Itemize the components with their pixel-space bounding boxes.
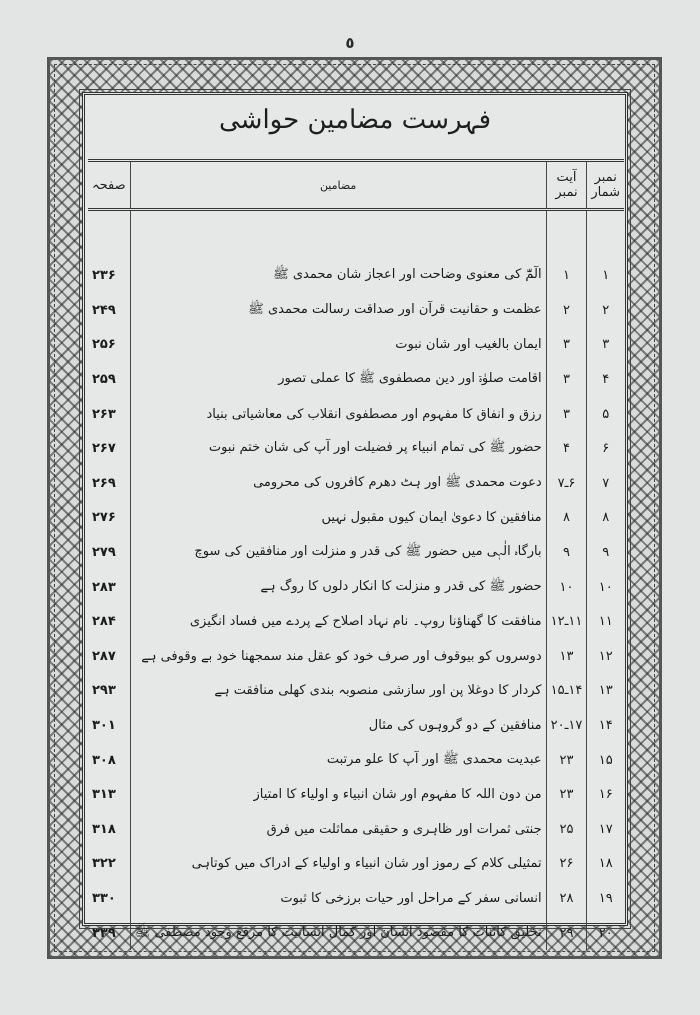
table-row <box>88 847 624 882</box>
serial-number: ۱۴ <box>587 708 624 743</box>
verse-number: ۴ <box>546 431 587 466</box>
verse-number: ۱۷ـ۲۰ <box>546 708 587 743</box>
table-row <box>88 466 624 501</box>
serial-number: ۱ <box>587 259 624 294</box>
table-row <box>88 674 624 709</box>
verse-number: ۲۳ <box>546 743 587 778</box>
topic-title: اقامت صلوٰۃ اور دین مصطفوی ﷺ کا عملی تصور <box>130 362 546 397</box>
table-row <box>88 916 624 951</box>
header-topic: مضامین <box>130 161 546 210</box>
serial-number: ۳ <box>587 328 624 363</box>
verse-number: ۱ <box>546 259 587 294</box>
serial-number: ۱۹ <box>587 881 624 916</box>
table-row <box>88 362 624 397</box>
topic-title: تخلیق کائنات کا مقصود انسان اور کمال انسانیت کا مرقع وجود مصطفی ﷺ <box>130 916 546 951</box>
serial-number: ۱۱ <box>587 604 624 639</box>
table-header-row <box>88 161 624 210</box>
page-ref: ۳۰۸ <box>88 743 130 778</box>
verse-number: ۳ <box>546 328 587 363</box>
page-ref: ۲۶۳ <box>88 397 130 432</box>
table-row <box>88 328 624 363</box>
verse-number: ۲۳ <box>546 777 587 812</box>
page-ref: ۳۰۱ <box>88 708 130 743</box>
table-row <box>88 881 624 916</box>
page-ref: ۲۸۴ <box>88 604 130 639</box>
serial-number: ۲ <box>587 293 624 328</box>
page-ref: ۲۷۹ <box>88 535 130 570</box>
serial-number: ۴ <box>587 362 624 397</box>
page-ref: ۲۳۶ <box>88 259 130 294</box>
table-row <box>88 501 624 536</box>
topic-title: تمثیلی کلام کے رموز اور شان انبیاء و اولیاء کے ادراک میں کوتاہی <box>130 847 546 882</box>
serial-number: ۷ <box>587 466 624 501</box>
verse-number: ۲ <box>546 293 587 328</box>
verse-number: ۱۰ <box>546 570 587 605</box>
topic-title: عبدیت محمدی ﷺ اور آپ کا علو مرتبت <box>130 743 546 778</box>
table-row <box>88 777 624 812</box>
table-row <box>88 535 624 570</box>
verse-number: ۲۸ <box>546 881 587 916</box>
spacer-row <box>88 210 624 259</box>
page-ref: ۲۸۷ <box>88 639 130 674</box>
table-row <box>88 604 624 639</box>
topic-title: انسانی سفر کے مراحل اور حیات برزخی کا ثبوت <box>130 881 546 916</box>
page-ref: ۲۶۹ <box>88 466 130 501</box>
topic-title: کردار کا دوغلا پن اور سازشی منصوبہ بندی کھلی منافقت ہے <box>130 674 546 709</box>
page-ref: ۲۵۹ <box>88 362 130 397</box>
topic-title: جنتی ثمرات اور ظاہری و حقیقی مماثلت میں فرق <box>130 812 546 847</box>
topic-title: دوسروں کو بیوقوف اور صرف خود کو عقل مند سمجھنا خود بے وقوفی ہے <box>130 639 546 674</box>
topic-title: منافقین کے دو گروہوں کی مثال <box>130 708 546 743</box>
table-row <box>88 708 624 743</box>
page-ref: ۲۸۳ <box>88 570 130 605</box>
table-row <box>88 570 624 605</box>
serial-number: ۱۸ <box>587 847 624 882</box>
topic-title: من دون اللہ کا مفہوم اور شان انبیاء و اولیاء کا امتیاز <box>130 777 546 812</box>
contents-table <box>88 159 624 950</box>
content-frame <box>82 92 628 941</box>
verse-number: ۳ <box>546 362 587 397</box>
serial-number: ۹ <box>587 535 624 570</box>
serial-number: ۱۶ <box>587 777 624 812</box>
page-ref: ۲۴۹ <box>88 293 130 328</box>
page-number: ٥ <box>345 34 355 52</box>
table-row <box>88 743 624 778</box>
table-row <box>88 397 624 432</box>
verse-number: ۹ <box>546 535 587 570</box>
topic-title: حضور ﷺ کی قدر و منزلت کا انکار دلوں کا روگ ہے <box>130 570 546 605</box>
topic-title: حضور ﷺ کی تمام انبیاء پر فضیلت اور آپ کی شان ختم نبوت <box>130 431 546 466</box>
header-page: صفحہ <box>88 161 130 210</box>
table-row <box>88 431 624 466</box>
serial-number: ۱۷ <box>587 812 624 847</box>
page-ref: ۳۳۹ <box>88 916 130 951</box>
topic-title: دعوت محمدی ﷺ اور ہٹ دھرم کافروں کی محرومی <box>130 466 546 501</box>
page-ref: ۳۱۸ <box>88 812 130 847</box>
verse-number: ۳ <box>546 397 587 432</box>
table-row <box>88 812 624 847</box>
topic-title: منافقت کا گھناؤنا روپ۔ نام نہاد اصلاح کے پردے میں فساد انگیزی <box>130 604 546 639</box>
page-title: فہرست مضامین حواشی <box>219 105 491 135</box>
page-ref: ۳۳۰ <box>88 881 130 916</box>
serial-number: ۵ <box>587 397 624 432</box>
topic-title: بارگاہ الٰہی میں حضور ﷺ کی قدر و منزلت اور منافقین کی سوچ <box>130 535 546 570</box>
serial-number: ۲۰ <box>587 916 624 951</box>
page-ref: ۲۹۳ <box>88 674 130 709</box>
topic-title: الٓمّٓ کی معنوی وضاحت اور اعجاز شان محمدی ﷺ <box>130 259 546 294</box>
table-row <box>88 259 624 294</box>
verse-number: ۲۶ <box>546 847 587 882</box>
verse-number: ۲۵ <box>546 812 587 847</box>
serial-number: ۱۵ <box>587 743 624 778</box>
serial-number: ۱۲ <box>587 639 624 674</box>
topic-title: منافقین کا دعویٰ ایمان کیوں مقبول نہیں <box>130 501 546 536</box>
header-verse: آیت نمبر <box>546 161 587 210</box>
header-serial: نمبر شمار <box>587 161 624 210</box>
verse-number: ۸ <box>546 501 587 536</box>
serial-number: ۶ <box>587 431 624 466</box>
page-ref: ۳۱۳ <box>88 777 130 812</box>
page-ref: ۳۲۲ <box>88 847 130 882</box>
verse-number: ۱۴ـ۱۵ <box>546 674 587 709</box>
page-ref: ۲۷۶ <box>88 501 130 536</box>
verse-number: ۲۹ <box>546 916 587 951</box>
serial-number: ۱۰ <box>587 570 624 605</box>
verse-number: ۱۳ <box>546 639 587 674</box>
serial-number: ۸ <box>587 501 624 536</box>
verse-number: ۶ـ۷ <box>546 466 587 501</box>
table-row <box>88 639 624 674</box>
serial-number: ۱۳ <box>587 674 624 709</box>
table-row <box>88 293 624 328</box>
page-ref: ۲۵۶ <box>88 328 130 363</box>
verse-number: ۱۱ـ۱۲ <box>546 604 587 639</box>
topic-title: عظمت و حقانیت قرآن اور صداقت رسالت محمدی ﷺ <box>130 293 546 328</box>
topic-title: ایمان بالغیب اور شان نبوت <box>130 328 546 363</box>
page-ref: ۲۶۷ <box>88 431 130 466</box>
topic-title: رزق و انفاق کا مفہوم اور مصطفوی انقلاب کی معاشیاتی بنیاد <box>130 397 546 432</box>
